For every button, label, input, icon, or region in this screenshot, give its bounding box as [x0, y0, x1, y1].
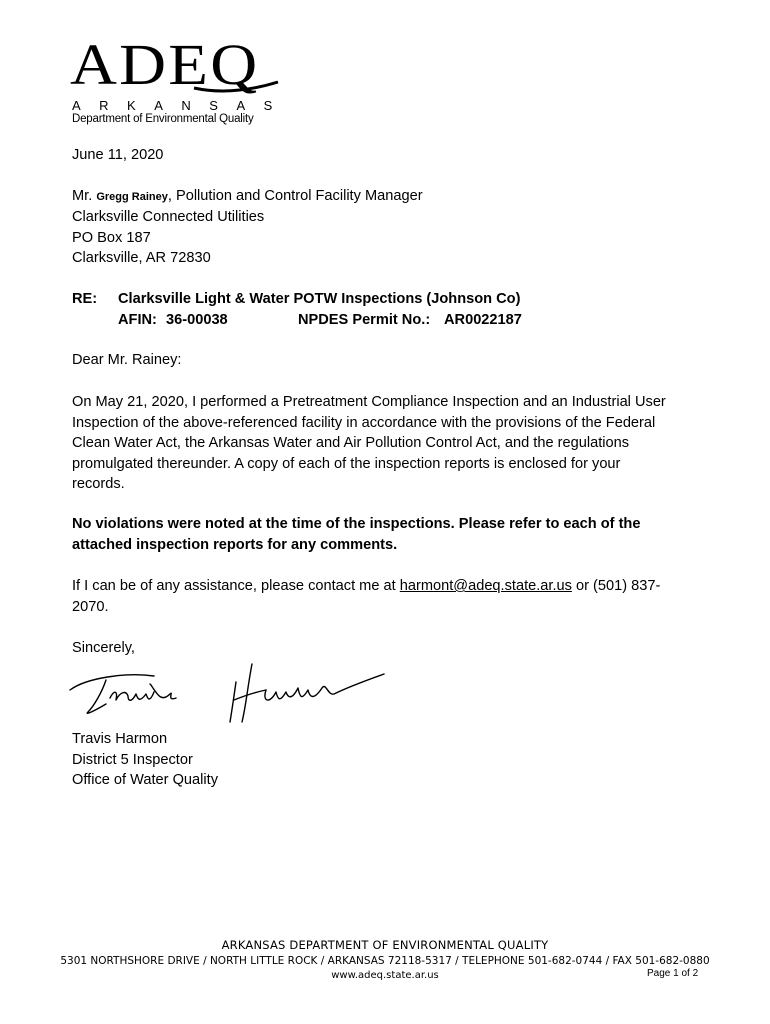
- signer-name: Travis Harmon: [72, 731, 168, 747]
- permit-label: NPDES Permit No.:: [298, 312, 431, 328]
- signer-office: Office of Water Quality: [72, 772, 218, 788]
- paragraph-2-line: No violations were noted at the time of the inspections. Please refer to each of the: [72, 516, 641, 532]
- recipient-address-line2: Clarksville, AR 72830: [72, 250, 211, 266]
- recipient-organization: Clarksville Connected Utilities: [72, 209, 265, 225]
- phone-text: or (501) 837-: [571, 578, 661, 594]
- contact-text: If I can be of any assistance, please contact me at: [72, 578, 400, 594]
- signature-image: [66, 656, 396, 728]
- signature-text: Travis Harmon: [66, 726, 73, 727]
- recipient-prefix: Mr.: [72, 188, 93, 204]
- letter-date: June 11, 2020: [72, 147, 164, 163]
- paragraph-1: [72, 392, 697, 495]
- footer-address: 5301 NORTHSHORE DRIVE / NORTH LITTLE ROCK / ARKANSAS 72118-5317 / TELEPHONE 501-682-0744 / FAX 501-682-0880: [60, 955, 710, 967]
- paragraph-1-line: records.: [72, 476, 125, 493]
- recipient-name-line: [72, 186, 697, 208]
- reference-subject: Clarksville Light & Water POTW Inspections (Johnson Co): [118, 291, 521, 307]
- paragraph-3-line: [72, 576, 697, 597]
- paragraph-1-line: On May 21, 2020, I performed a Pretreatment Compliance Inspection and an Industrial User: [72, 394, 666, 410]
- salutation: Dear Mr. Rainey:: [72, 352, 182, 368]
- logo-wordmark: ADEQ: [70, 32, 260, 97]
- paragraph-1-line: Clean Water Act, the Arkansas Water and Air Pollution Control Act, and the regulations: [72, 435, 630, 452]
- recipient-name: Gregg Rainey: [96, 191, 168, 203]
- page-number: Page 1 of 2: [647, 968, 699, 979]
- footer-title: ARKANSAS DEPARTMENT OF ENVIRONMENTAL QUALITY: [221, 938, 549, 952]
- paragraph-1-line: Inspection of the above-referenced facility in accordance with the provisions of the Federal: [72, 414, 656, 431]
- afin-value: 36-00038: [166, 312, 228, 328]
- paragraph-2: [72, 514, 697, 555]
- reference-label: RE:: [72, 291, 98, 307]
- paragraph-1-line: promulgated thereunder. A copy of each of the inspection reports is enclosed for your: [72, 455, 621, 472]
- paragraph-2-line: attached inspection reports for any comments.: [72, 536, 398, 553]
- footer-website: www.adeq.state.ar.us: [331, 970, 439, 981]
- logo-swoosh-icon: [192, 44, 282, 94]
- logo-department: Department of Environmental Quality: [72, 113, 254, 125]
- closing: Sincerely,: [72, 640, 135, 656]
- recipient-address-line1: PO Box 187: [72, 230, 151, 246]
- logo-state: ARKANSAS: [72, 98, 291, 113]
- afin-label: AFIN:: [118, 312, 157, 328]
- signer-title: District 5 Inspector: [72, 752, 193, 768]
- paragraph-3-line: 2070.: [72, 598, 109, 615]
- permit-value: AR0022187: [444, 312, 522, 328]
- email-link[interactable]: harmont@adeq.state.ar.us: [399, 578, 572, 594]
- recipient-title: , Pollution and Control Facility Manager: [167, 188, 423, 204]
- paragraph-3: [72, 576, 697, 617]
